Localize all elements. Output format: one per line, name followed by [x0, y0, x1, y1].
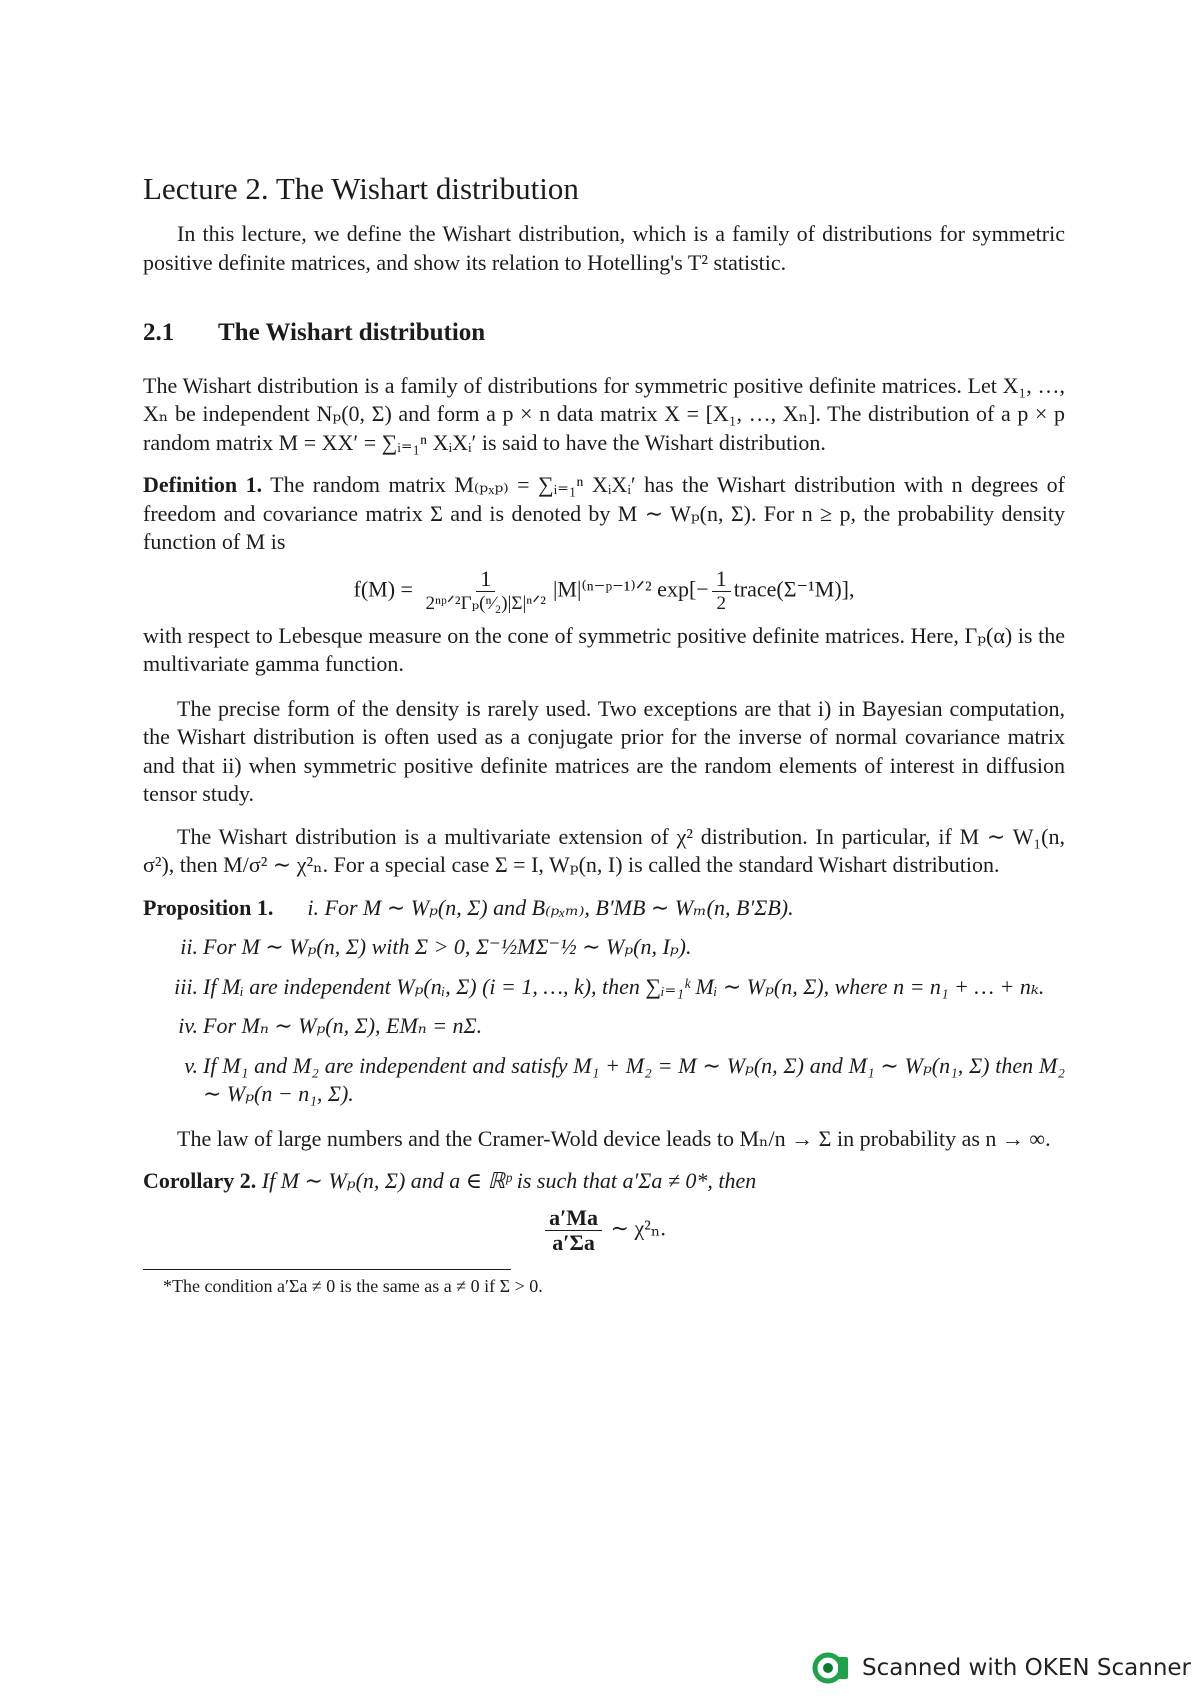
footnote-rule — [143, 1269, 511, 1270]
corollary-fraction — [545, 1206, 602, 1255]
definition-block — [143, 471, 1065, 557]
paragraph-4: The Wishart distribution is a multivariate extension of χ² distribution. In particular, if M ∼ W₁(n, σ²), then M/σ² ∼ χ²ₙ. For a special case Σ = I, Wₚ(n, I) is called the standard Wishart distribution. — [143, 823, 1065, 877]
proposition-item — [143, 933, 1065, 962]
paragraph-3: The precise form of the density is rarely used. Two exceptions are that i) in Bayesian computation, the Wishart distribution is often used as a conjugate prior for the inverse of normal covariance matrix and that ii) when symmetric positive definite matrices are the random elements of interest in diffusion tensor study. — [143, 695, 1065, 806]
proposition-roman: v. — [184, 1052, 198, 1078]
density-equation — [143, 567, 1065, 616]
density-numerator: 1 — [476, 567, 495, 592]
proposition-item — [143, 973, 1065, 1002]
corollary-equation — [143, 1206, 1065, 1255]
section-number: 2.1 — [143, 319, 175, 346]
half-denominator: 2 — [716, 592, 726, 614]
proposition-item — [143, 1052, 1065, 1109]
half-numerator: 1 — [712, 567, 731, 592]
document-page — [143, 170, 1065, 1298]
half-fraction — [712, 567, 731, 616]
density-lhs: f(M) = — [353, 576, 413, 602]
proposition-text: For Mₙ ∼ Wₚ(n, Σ), EMₙ = nΣ. — [203, 1013, 483, 1038]
corollary-block — [143, 1167, 1065, 1196]
density-rhs: trace(Σ⁻¹M)], — [733, 576, 855, 602]
proposition-roman: iii. — [174, 973, 198, 999]
intro-paragraph: In this lecture, we define the Wishart distribution, which is a family of distributions for symmetric positive definite matrices, and show its relation to Hotelling's T² statistic. — [143, 221, 1065, 275]
density-denominator: 2ⁿᵖᐟ²Γₚ(ⁿ⁄₂)|Σ|ⁿᐟ² — [425, 592, 546, 614]
corollary-rhs: ∼ χ²ₙ. — [610, 1215, 666, 1241]
scanner-watermark — [812, 1651, 1191, 1685]
proposition-list — [143, 894, 1065, 1109]
proposition-text: For M ∼ Wₚ(n, Σ) and B₍ₚₓₘ₎, B′MB ∼ Wₘ(n, B′ΣB). — [324, 894, 794, 920]
corollary-label: Corollary 2. — [143, 1168, 257, 1193]
corollary-text: If M ∼ Wₚ(n, Σ) and a ∈ ℝᵖ is such that a′Σa ≠ 0*, then — [261, 1168, 757, 1193]
scanner-text: Scanned with OKEN Scanner — [862, 1655, 1191, 1681]
section-heading — [143, 319, 1065, 348]
section-title: The Wishart distribution — [218, 319, 486, 346]
definition-label: Definition 1. — [143, 472, 263, 497]
proposition-text: If Mᵢ are independent Wₚ(nᵢ, Σ) (i = 1, …, k), then ∑ᵢ₌₁ᵏ Mᵢ ∼ Wₚ(n, Σ), where n = n₁ + … + nₖ. — [203, 973, 1045, 999]
footnote: *The condition a′Σa ≠ 0 is the same as a ≠ 0 if Σ > 0. — [163, 1275, 543, 1296]
density-fraction — [421, 567, 550, 616]
proposition-roman: i. — [307, 894, 320, 920]
proposition-item — [143, 894, 1065, 923]
corollary-denominator: a′Σa — [552, 1229, 595, 1255]
paragraph-5: The law of large numbers and the Cramer-Wold device leads to Mₙ/n → Σ in probability as n → ∞. — [177, 1125, 1051, 1151]
corollary-numerator: a′Ma — [545, 1206, 602, 1231]
lecture-title: Lecture 2. The Wishart distribution — [143, 171, 579, 206]
proposition-text: For M ∼ Wₚ(n, Σ) with Σ > 0, Σ⁻½MΣ⁻½ ∼ Wₚ(n, Iₚ). — [203, 934, 692, 959]
proposition-text: If M₁ and M₂ are independent and satisfy M₁ + M₂ = M ∼ Wₚ(n, Σ) and M₁ ∼ Wₚ(n₁, Σ) then M₂ ∼ Wₚ(n − n₁, Σ). — [203, 1052, 1065, 1106]
proposition-block — [143, 894, 1065, 1109]
density-middle: |M|⁽ⁿ⁻ᵖ⁻¹⁾ᐟ² exp[− — [553, 576, 709, 602]
proposition-item — [143, 1012, 1065, 1041]
definition-text: The random matrix M₍ₚₓₚ₎ = ∑ᵢ₌₁ⁿ XᵢXᵢ′ has the Wishart distribution with n degrees of freedom and covariance matrix Σ and is denoted by M ∼ Wₚ(n, Σ). For n ≥ p, the probability density function of M is — [143, 472, 1065, 554]
proposition-roman: ii. — [180, 934, 198, 959]
proposition-roman: iv. — [178, 1013, 198, 1038]
paragraph-1: The Wishart distribution is a family of distributions for symmetric positive definite matrices. Let X₁, …, Xₙ be independent Nₚ(0, Σ) and form a p × n data matrix X = [X₁, …, Xₙ]. The distribution of a p × p random matrix M = XX′ = ∑ᵢ₌₁ⁿ XᵢXᵢ′ is said to have the Wishart distribution. — [143, 372, 1065, 455]
proposition-label: Proposition 1. — [143, 894, 274, 920]
paragraph-2: with respect to Lebesque measure on the cone of symmetric positive definite matrices. Here, Γₚ(α) is the multivariate gamma function. — [143, 622, 1065, 676]
scanner-logo-icon — [812, 1651, 852, 1685]
